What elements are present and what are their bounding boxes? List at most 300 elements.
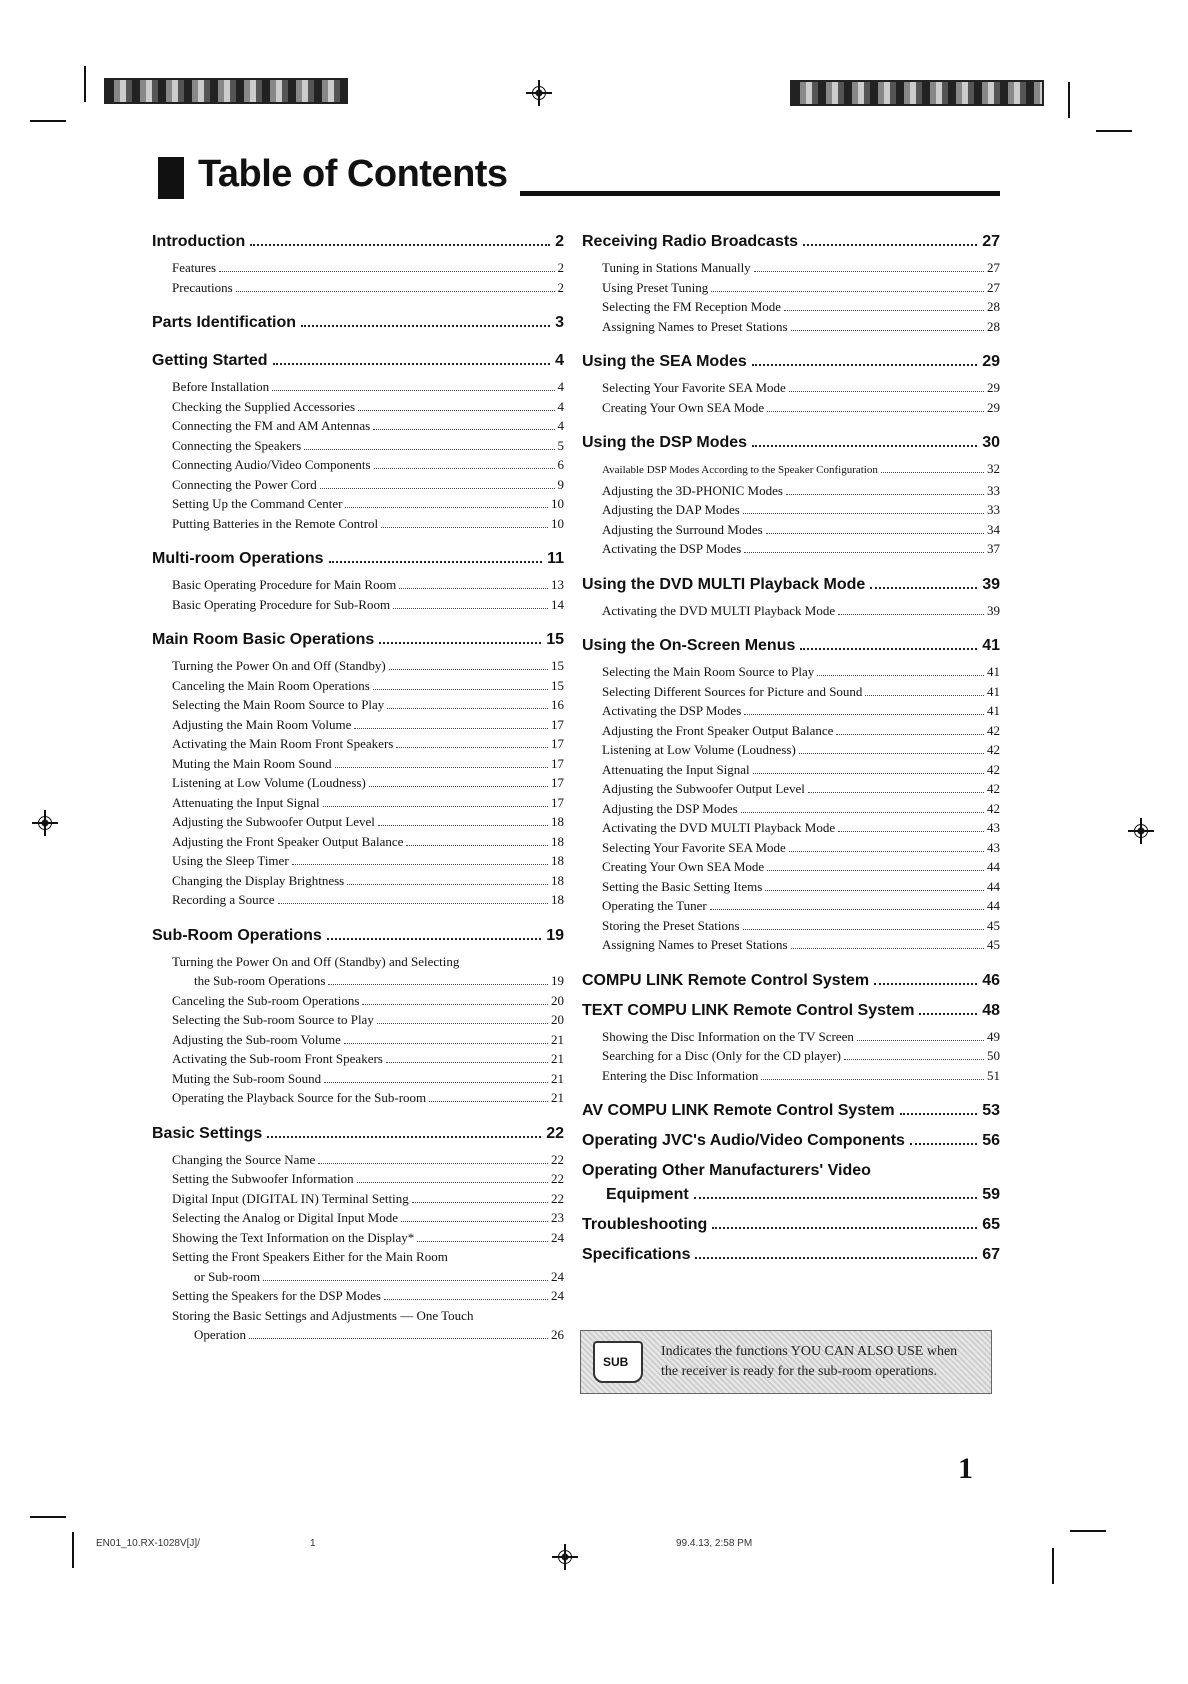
section-title: COMPU LINK Remote Control System: [582, 971, 870, 989]
section-heading-link[interactable]: [582, 999, 1000, 1023]
toc-item-list: [172, 575, 564, 614]
footer-page: 1: [310, 1538, 316, 1549]
toc-section: [152, 349, 564, 533]
toc-item-link[interactable]: [602, 740, 1000, 760]
toc-item-link[interactable]: [172, 416, 564, 436]
section-heading-link[interactable]: [582, 1159, 1000, 1207]
dot-leader: [754, 271, 984, 272]
item-title: Before Installation: [172, 379, 270, 394]
section-title: Operating JVC's Audio/Video Components: [582, 1132, 905, 1149]
item-title: Setting the Basic Setting Items: [602, 878, 763, 894]
registration-target-icon: [552, 1544, 578, 1570]
toc-item-link[interactable]: [172, 715, 564, 735]
toc-item-list: [172, 258, 564, 297]
toc-item-link[interactable]: [602, 1066, 1000, 1086]
item-title: Turning the Power On and Off (Standby): [172, 658, 386, 673]
item-title: Features: [172, 260, 217, 275]
dot-leader: [396, 747, 548, 748]
dot-leader: [249, 1338, 548, 1339]
toc-item-link[interactable]: [602, 520, 1000, 540]
toc-item-link[interactable]: [172, 595, 564, 615]
item-page: 17: [551, 736, 564, 751]
dot-leader: [752, 364, 977, 366]
toc-item-link[interactable]: [172, 455, 564, 475]
section-heading-link[interactable]: [152, 230, 564, 254]
dot-leader: [900, 1113, 978, 1115]
section-heading-link[interactable]: [152, 924, 564, 948]
item-title: Attenuating the Input Signal: [602, 761, 750, 777]
item-page: 33: [987, 502, 1000, 517]
toc-item-link[interactable]: [172, 377, 564, 397]
section-page: 65: [982, 1216, 1000, 1233]
item-title: Using Preset Tuning: [602, 279, 709, 295]
section-page: 29: [982, 353, 1000, 370]
toc-item-list: [602, 378, 1000, 417]
toc-item-link[interactable]: [172, 1169, 564, 1189]
item-page: 18: [551, 833, 564, 849]
item-title: Changing the Display Brightness: [172, 872, 345, 888]
section-page: 30: [982, 434, 1000, 451]
sub-room-note: [580, 1330, 992, 1394]
toc-item-link[interactable]: [602, 539, 1000, 559]
item-title: Selecting Your Favorite SEA Mode: [602, 839, 786, 855]
toc-item-link[interactable]: [602, 701, 1000, 721]
toc-item-link[interactable]: [172, 258, 564, 278]
section-page: 11: [547, 550, 564, 567]
dot-leader: [329, 561, 543, 563]
toc-item-link[interactable]: [172, 397, 564, 417]
dot-leader: [789, 851, 984, 852]
crop-mark: [30, 1516, 66, 1518]
toc-item-list: [602, 601, 1000, 621]
toc-item-link[interactable]: [172, 514, 564, 534]
dot-leader: [304, 449, 554, 450]
item-title: Changing the Source Name: [172, 1151, 316, 1167]
section-page: 2: [555, 233, 564, 250]
toc-item-link[interactable]: [602, 398, 1000, 418]
toc-item-link[interactable]: [172, 278, 564, 298]
item-page: 18: [551, 814, 564, 829]
toc-item-link[interactable]: [172, 1306, 564, 1345]
registration-target-icon: [526, 80, 552, 106]
item-title: Canceling the Main Room Operations: [172, 677, 370, 693]
item-page: 42: [987, 761, 1000, 777]
item-title: Checking the Supplied Accessories: [172, 398, 356, 414]
toc-item-link[interactable]: [172, 991, 564, 1011]
toc-item-link[interactable]: [172, 734, 564, 754]
toc-item-link[interactable]: [172, 1049, 564, 1069]
toc-item-link[interactable]: [172, 656, 564, 676]
registration-target-icon: [32, 810, 58, 836]
dot-leader: [273, 363, 551, 365]
section-page: 15: [546, 631, 564, 648]
toc-item-link[interactable]: [602, 721, 1000, 741]
section-heading-link[interactable]: [582, 1213, 1000, 1237]
item-page: 5: [557, 437, 564, 453]
section-page: 27: [982, 233, 1000, 250]
item-title: Adjusting the Surround Modes: [602, 521, 763, 537]
section-heading-link[interactable]: [582, 573, 1000, 597]
dot-leader: [881, 472, 984, 473]
toc-item-link[interactable]: [602, 481, 1000, 501]
dot-leader: [799, 753, 984, 754]
section-heading-link[interactable]: [582, 230, 1000, 254]
item-title: Selecting Different Sources for Picture and Sound: [602, 683, 863, 699]
toc-item-link[interactable]: [172, 475, 564, 495]
toc-item-link[interactable]: [602, 278, 1000, 298]
dot-leader: [870, 587, 977, 589]
item-page: 14: [551, 596, 564, 612]
section-heading-link[interactable]: [582, 1099, 1000, 1123]
item-title: Recording a Source: [172, 892, 275, 907]
toc-item-link[interactable]: [602, 857, 1000, 877]
toc-item-link[interactable]: [602, 760, 1000, 780]
toc-item-link[interactable]: [172, 812, 564, 832]
page-title: Table of Contents: [198, 153, 508, 195]
dot-leader: [328, 984, 548, 985]
dot-leader: [389, 669, 548, 670]
dot-leader: [327, 938, 541, 940]
section-heading-link[interactable]: [582, 431, 1000, 455]
item-title: Connecting the Speakers: [172, 437, 302, 453]
item-title: or Sub-room: [194, 1268, 261, 1284]
toc-item-list: [602, 662, 1000, 955]
item-title: Connecting the Power Cord: [172, 476, 317, 492]
dot-leader: [784, 310, 984, 311]
toc-item-link[interactable]: [602, 1046, 1000, 1066]
toc-item-link[interactable]: [602, 682, 1000, 702]
toc-item-link[interactable]: [172, 1010, 564, 1030]
toc-section: [582, 1243, 1000, 1267]
toc-section: [152, 1122, 564, 1345]
toc-section: [582, 999, 1000, 1086]
item-title: Canceling the Sub-room Operations: [172, 992, 360, 1008]
toc-item-link[interactable]: [172, 1208, 564, 1228]
item-page: 24: [551, 1229, 564, 1245]
toc-item-link[interactable]: [602, 378, 1000, 398]
item-page: 44: [987, 898, 1000, 913]
item-title: Activating the DSP Modes: [602, 541, 742, 556]
toc-item-link[interactable]: [602, 799, 1000, 819]
item-page: 17: [551, 755, 564, 771]
item-page: 21: [551, 1090, 564, 1105]
item-title: Digital Input (DIGITAL IN) Terminal Setting: [172, 1190, 409, 1206]
crop-mark: [1068, 82, 1070, 118]
item-title: Basic Operating Procedure for Sub-Room: [172, 596, 391, 612]
dot-leader: [362, 1004, 548, 1005]
dot-leader: [267, 1136, 541, 1138]
toc-item-link[interactable]: [602, 818, 1000, 838]
item-page: 22: [551, 1190, 564, 1206]
item-page: 15: [551, 658, 564, 673]
dot-leader: [743, 929, 984, 930]
crop-mark: [1052, 1548, 1054, 1584]
toc-item-link[interactable]: [172, 773, 564, 793]
toc-item-link[interactable]: [602, 779, 1000, 799]
note-line: Indicates the functions YOU CAN ALSO USE when: [661, 1344, 958, 1359]
toc-item-link[interactable]: [172, 1189, 564, 1209]
section-heading-link[interactable]: [582, 969, 1000, 993]
dot-leader: [786, 494, 984, 495]
item-title: the Sub-room Operations: [194, 973, 326, 988]
section-heading-link[interactable]: [152, 349, 564, 373]
toc-item-link[interactable]: [602, 877, 1000, 897]
toc-item-link[interactable]: [172, 832, 564, 852]
item-page: 10: [551, 515, 564, 531]
item-title: Adjusting the 3D-PHONIC Modes: [602, 482, 783, 498]
dot-leader: [378, 825, 548, 826]
item-title: Connecting Audio/Video Components: [172, 457, 371, 472]
dot-leader: [384, 1299, 548, 1300]
dot-leader: [399, 588, 548, 589]
item-page: 42: [987, 800, 1000, 816]
item-title: Activating the DVD MULTI Playback Mode: [602, 820, 836, 835]
item-page: 18: [551, 892, 564, 907]
item-title: Attenuating the Input Signal: [172, 794, 320, 810]
dot-leader: [765, 890, 984, 891]
dot-leader: [369, 786, 548, 787]
item-title: Operating the Playback Source for the Sub-room: [172, 1090, 427, 1105]
toc-section: [582, 1099, 1000, 1123]
item-page: 27: [987, 260, 1000, 275]
dot-leader: [744, 552, 984, 553]
item-page: 49: [987, 1028, 1000, 1044]
dot-leader: [345, 507, 548, 508]
item-title: Adjusting the Sub-room Volume: [172, 1031, 341, 1047]
item-page: 10: [551, 496, 564, 511]
toc-item-link[interactable]: [172, 754, 564, 774]
item-title: Setting the Front Speakers Either for the Main Room: [172, 1249, 448, 1264]
dot-leader: [694, 1197, 978, 1199]
item-title: Connecting the FM and AM Antennas: [172, 418, 371, 433]
note-line: the receiver is ready for the sub-room operations.: [661, 1364, 938, 1379]
item-page: 41: [987, 664, 1000, 679]
item-page: 44: [987, 859, 1000, 874]
item-title: Adjusting the DAP Modes: [602, 502, 740, 517]
section-heading-link[interactable]: [152, 311, 564, 335]
item-title: Setting the Speakers for the DSP Modes: [172, 1288, 381, 1303]
toc-item-link[interactable]: [602, 459, 1000, 481]
registration-target-icon: [1128, 818, 1154, 844]
item-page: 45: [987, 917, 1000, 933]
dot-leader: [386, 1062, 548, 1063]
toc-section: [152, 547, 564, 614]
item-page: 41: [987, 683, 1000, 699]
toc-item-link[interactable]: [172, 1228, 564, 1248]
toc-left-column: [152, 230, 564, 1359]
toc-item-link[interactable]: [602, 500, 1000, 520]
section-heading-link[interactable]: [582, 350, 1000, 374]
toc-item-link[interactable]: [172, 695, 564, 715]
section-heading-link[interactable]: [582, 1129, 1000, 1153]
toc-section: [152, 924, 564, 1108]
dot-leader: [817, 675, 984, 676]
item-title: Adjusting the Subwoofer Output Level: [602, 781, 805, 796]
item-title: Adjusting the Front Speaker Output Balance: [172, 833, 404, 849]
dot-leader: [335, 767, 548, 768]
toc-item-link[interactable]: [602, 317, 1000, 337]
item-page: 37: [987, 541, 1000, 556]
item-title: Creating Your Own SEA Mode: [602, 399, 765, 415]
item-page: 16: [551, 697, 564, 712]
dot-leader: [767, 411, 984, 412]
color-registration-bar: [104, 78, 348, 104]
title-rule: [520, 191, 1000, 196]
section-heading-link[interactable]: [152, 628, 564, 652]
toc-item-link[interactable]: [172, 1247, 564, 1286]
item-title: Selecting the Main Room Source to Play: [172, 697, 385, 712]
item-page: 21: [551, 1070, 564, 1086]
toc-item-link[interactable]: [602, 935, 1000, 955]
item-page: 42: [987, 742, 1000, 757]
toc-item-link[interactable]: [172, 871, 564, 891]
item-title: Entering the Disc Information: [602, 1067, 759, 1083]
item-title: Creating Your Own SEA Mode: [602, 859, 765, 874]
dot-leader: [357, 1182, 548, 1183]
section-page: 59: [982, 1186, 1000, 1203]
toc-item-list: [172, 377, 564, 533]
toc-item-link[interactable]: [602, 1027, 1000, 1047]
toc-item-link[interactable]: [602, 297, 1000, 317]
toc-item-link[interactable]: [172, 494, 564, 514]
item-page: 17: [551, 775, 564, 790]
section-title: Getting Started: [152, 352, 268, 369]
dot-leader: [344, 1043, 548, 1044]
toc-item-link[interactable]: [602, 838, 1000, 858]
item-title: Muting the Main Room Sound: [172, 755, 332, 771]
item-page: 2: [557, 279, 564, 295]
dot-leader: [743, 513, 984, 514]
toc-item-link[interactable]: [602, 258, 1000, 278]
toc-section: [152, 230, 564, 297]
toc-item-link[interactable]: [172, 890, 564, 910]
item-page: 42: [987, 781, 1000, 796]
toc-item-link[interactable]: [602, 916, 1000, 936]
toc-item-link[interactable]: [172, 1286, 564, 1306]
dot-leader: [324, 1082, 548, 1083]
dot-leader: [789, 391, 984, 392]
dot-leader: [406, 845, 548, 846]
section-title: Basic Settings: [152, 1124, 263, 1142]
toc-section: [582, 634, 1000, 955]
item-page: 20: [551, 992, 564, 1008]
item-title: Turning the Power On and Off (Standby) and Selecting: [172, 953, 460, 969]
section-heading-link[interactable]: [582, 634, 1000, 658]
toc-item-link[interactable]: [172, 851, 564, 871]
dot-leader: [236, 291, 555, 292]
item-title: Selecting the Analog or Digital Input Mode: [172, 1210, 399, 1225]
toc-section: [582, 1129, 1000, 1153]
toc-item-link[interactable]: [172, 952, 564, 991]
toc-item-link[interactable]: [172, 436, 564, 456]
item-title: Storing the Preset Stations: [602, 917, 740, 933]
section-page: 4: [555, 352, 564, 369]
dot-leader: [865, 695, 984, 696]
dot-leader: [800, 648, 977, 650]
dot-leader: [695, 1257, 977, 1259]
toc-item-link[interactable]: [602, 896, 1000, 916]
item-title: Adjusting the Front Speaker Output Balance: [602, 722, 834, 738]
footer-file: EN01_10.RX-1028V[J]/: [96, 1538, 200, 1549]
toc-section: [582, 1159, 1000, 1207]
item-title: Selecting the Sub-room Source to Play: [172, 1012, 374, 1027]
section-page: 19: [546, 926, 564, 944]
dot-leader: [766, 533, 984, 534]
dot-leader: [791, 330, 984, 331]
item-page: 41: [987, 703, 1000, 718]
dot-leader: [844, 1059, 984, 1060]
section-heading-link[interactable]: [582, 1243, 1000, 1267]
toc-item-link[interactable]: [172, 1030, 564, 1050]
dot-leader: [381, 527, 548, 528]
toc-section: [582, 969, 1000, 993]
dot-leader: [323, 806, 548, 807]
toc-item-link[interactable]: [172, 1088, 564, 1108]
section-title: Introduction: [152, 233, 246, 250]
section-title: AV COMPU LINK Remote Control System: [582, 1102, 895, 1119]
toc-item-link[interactable]: [172, 575, 564, 595]
item-page: 17: [551, 716, 564, 732]
toc-item-list: [172, 1150, 564, 1345]
dot-leader: [379, 642, 541, 644]
item-page: 27: [987, 279, 1000, 295]
dot-leader: [401, 1221, 548, 1222]
item-page: 28: [987, 318, 1000, 334]
toc-item-link[interactable]: [172, 793, 564, 813]
item-page: 33: [987, 482, 1000, 498]
section-page: 53: [982, 1102, 1000, 1119]
crop-mark: [72, 1532, 74, 1568]
dot-leader: [250, 244, 550, 246]
section-title: Main Room Basic Operations: [152, 631, 375, 648]
dot-leader: [767, 870, 984, 871]
item-page: 18: [551, 872, 564, 888]
item-page: 24: [551, 1268, 564, 1284]
item-page: 39: [987, 602, 1000, 618]
item-page: 26: [551, 1327, 564, 1342]
section-title: Equipment: [606, 1186, 689, 1203]
toc-item-list: [172, 656, 564, 910]
section-heading-link[interactable]: [152, 547, 564, 571]
toc-section: [582, 431, 1000, 559]
item-page: 4: [557, 398, 564, 414]
dot-leader: [791, 948, 984, 949]
dot-leader: [272, 390, 554, 391]
section-page: 48: [982, 1001, 1000, 1019]
section-title: Receiving Radio Broadcasts: [582, 233, 799, 250]
item-page: 9: [557, 476, 564, 492]
item-title: Assigning Names to Preset Stations: [602, 937, 788, 952]
dot-leader: [753, 773, 984, 774]
item-title: Adjusting the Subwoofer Output Level: [172, 814, 375, 829]
section-title: Using the On-Screen Menus: [582, 637, 796, 654]
item-page: 29: [987, 380, 1000, 395]
toc-item-link[interactable]: [602, 601, 1000, 621]
dot-leader: [919, 1013, 977, 1015]
dot-leader: [377, 1023, 548, 1024]
toc-item-link[interactable]: [172, 1150, 564, 1170]
dot-leader: [301, 325, 550, 327]
toc-item-link[interactable]: [172, 676, 564, 696]
section-heading-link[interactable]: [152, 1122, 564, 1146]
toc-item-link[interactable]: [172, 1069, 564, 1089]
section-title: Using the SEA Modes: [582, 353, 747, 370]
item-title: Setting the Subwoofer Information: [172, 1171, 354, 1186]
item-page: 22: [551, 1171, 564, 1186]
toc-item-link[interactable]: [602, 662, 1000, 682]
item-title: Activating the DSP Modes: [602, 703, 742, 718]
item-title: Adjusting the Main Room Volume: [172, 716, 352, 732]
